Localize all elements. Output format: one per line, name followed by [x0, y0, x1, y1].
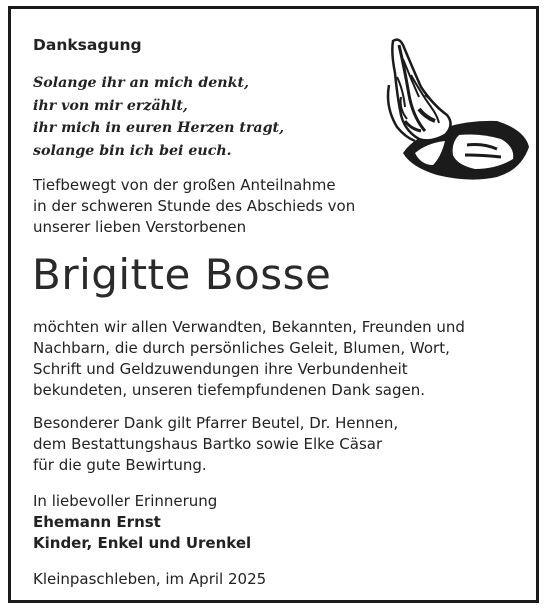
paragraph-line: Nachbarn, die durch persönliches Geleit, Blumen, Wort, — [33, 339, 450, 357]
thanks-paragraph — [33, 317, 465, 401]
intro-line: Tiefbewegt von der großen Anteilnahme — [33, 176, 336, 194]
poem-line: Solange ihr an mich denkt, — [33, 75, 249, 91]
special-thanks-paragraph — [33, 413, 398, 476]
poem-line: ihr mich in euren Herzen tragt, — [33, 120, 285, 136]
paragraph-line: für die gute Bewirtung. — [33, 456, 207, 474]
deceased-name: Brigitte Bosse — [32, 250, 332, 299]
obituary-notice — [8, 6, 539, 603]
poem-line: solange bin ich bei euch. — [33, 142, 232, 159]
paragraph-line: Besonderer Dank gilt Pfarrer Beutel, Dr. Hennen, — [33, 414, 399, 432]
signer-spouse: Ehemann Ernst — [33, 513, 161, 531]
signer-family: Kinder, Enkel und Urenkel — [33, 534, 252, 552]
paragraph-line: Schrift und Geldzuwendungen ihre Verbundenheit — [33, 360, 408, 378]
intro-line: unserer lieben Verstorbenen — [33, 218, 247, 236]
paragraph-line: bekundeten, unseren tiefempfundenen Dank sagen. — [33, 381, 425, 399]
praying-hands-icon — [375, 35, 535, 185]
poem — [33, 72, 284, 162]
notice-heading: Danksagung — [33, 36, 142, 54]
paragraph-line: dem Bestattungshaus Bartko sowie Elke Cäsar — [33, 435, 383, 453]
poem-line: ihr von mir erzählt, — [33, 97, 188, 114]
intro-line: in der schweren Stunde des Abschieds von — [33, 197, 356, 215]
closing-phrase: In liebevoller Erinnerung — [33, 492, 218, 510]
closing-block — [33, 491, 251, 554]
paragraph-line: möchten wir allen Verwandten, Bekannten, Freunden und — [33, 318, 465, 336]
place-date: Kleinpaschleben, im April 2025 — [33, 570, 267, 588]
intro-text — [33, 175, 355, 238]
